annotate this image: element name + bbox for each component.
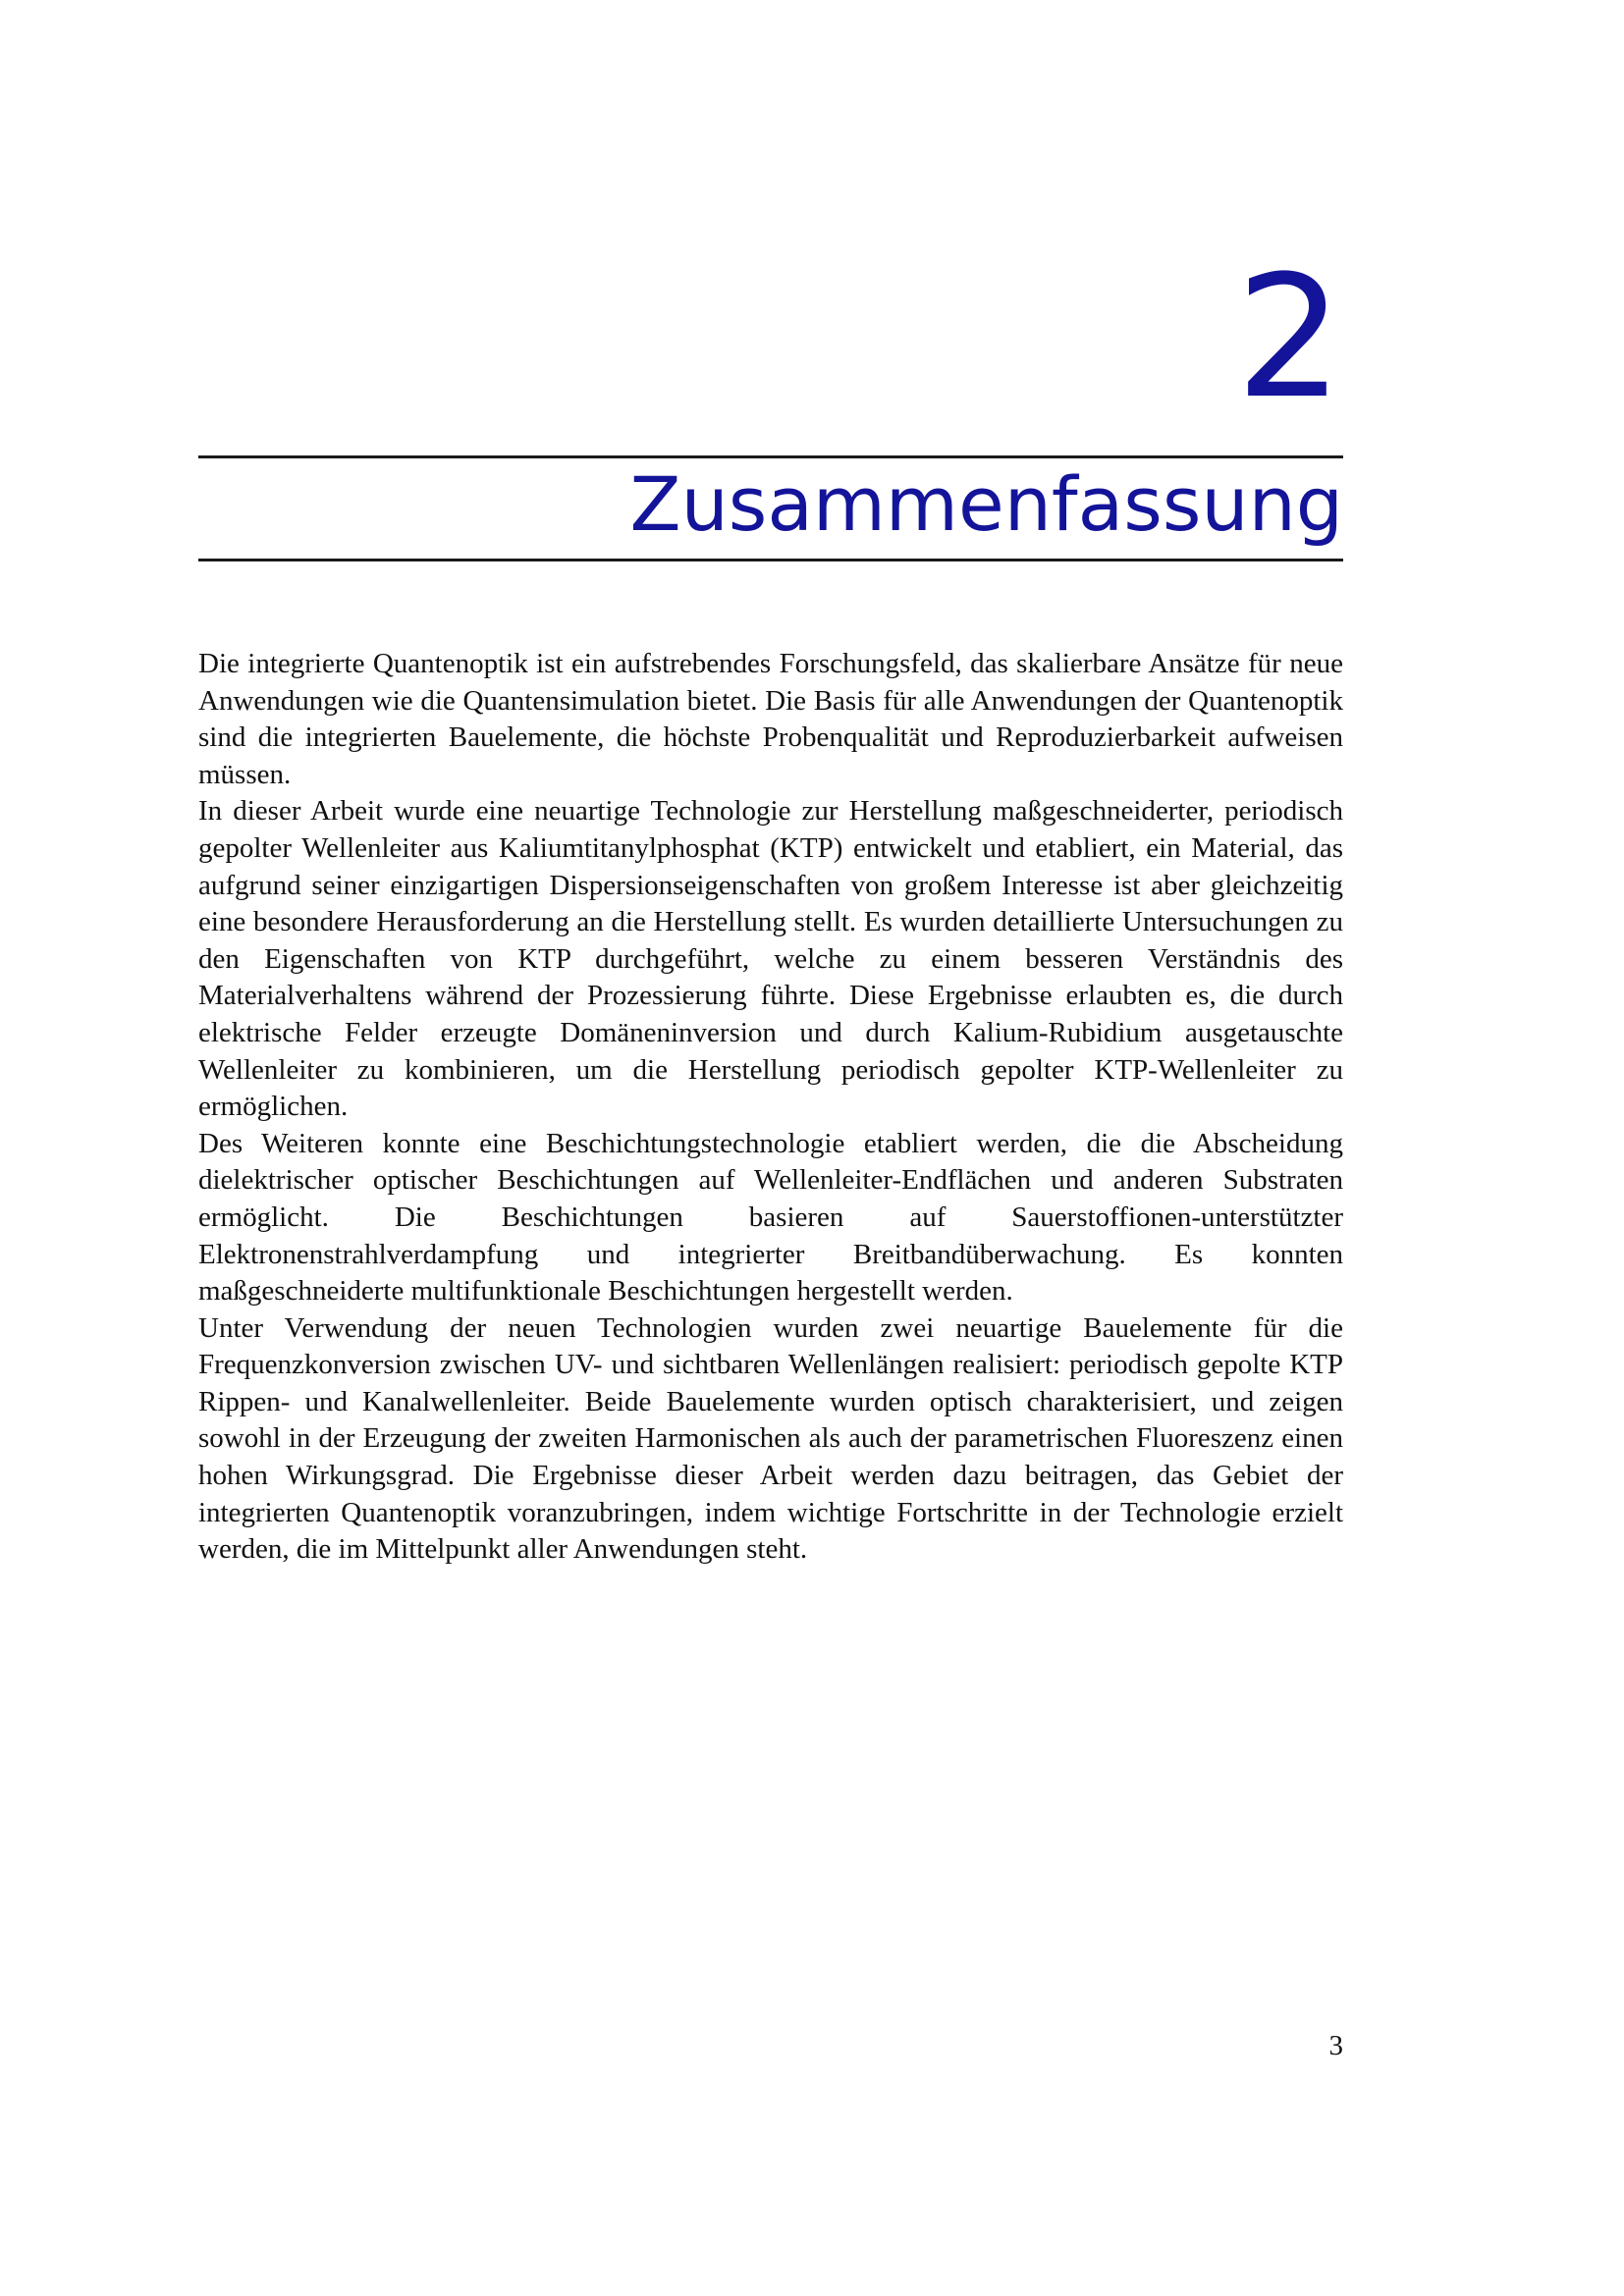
chapter-title: Zusammenfassung: [629, 460, 1343, 548]
summary-body: [198, 646, 1343, 1569]
page-number: 3: [1328, 2030, 1343, 2061]
paragraph: In dieser Arbeit wurde eine neuartige Technologie zur Herstellung maßgeschneiderter, periodisch gepolter Wellenleiter aus Kaliumtitanylphosphat (KTP) entwickelt und etabliert, ein Material, das aufgrund seiner einzigartigen Dispersionseigenschaften von großem Interesse ist aber gleichzeitig eine besondere Herausforderung an die Herstellung stellt. Es wurden detaillierte Untersuchungen zu den Eigenschaften von KTP durchgeführt, welche zu einem besseren Verständnis des Materialverhaltens während der Prozessierung führte. Diese Ergebnisse erlaubten es, die durch elektrische Felder erzeugte Domäneninversion und durch Kalium-Rubidium ausgetauschte Wellenleiter zu kombinieren, um die Herstellung periodisch gepolter KTP-Wellenleiter zu ermöglichen.: [198, 795, 1343, 1123]
chapter-number: 2: [1235, 239, 1343, 436]
paragraph: Des Weiteren konnte eine Beschichtungstechnologie etabliert werden, die die Abscheidung dielektrischer optischer Beschichtungen auf Wellenleiter-Endflächen und anderen Substraten ermöglicht. Die Beschichtungen basieren auf Sauerstoffionen-unterstützter Elektronenstrahlverdampfung und integrierter Breitbandüberwachung. Es konnten maßgeschneiderte multifunktionale Beschichtungen hergestellt werden.: [198, 1127, 1343, 1308]
paragraph: Unter Verwendung der neuen Technologien wurden zwei neuartige Bauelemente für die Frequenzkonversion zwischen UV- und sichtbaren Wellenlängen realisiert: periodisch gepolte KTP Rippen- und Kanalwellenleiter. Beide Bauelemente wurden optisch charakterisiert, und zeigen sowohl in der Erzeugung der zweiten Harmonischen als auch der parametrischen Fluoreszenz einen hohen Wirkungsgrad. Die Ergebnisse dieser Arbeit werden dazu beitragen, das Gebiet der integrierten Quantenoptik voranzubringen, indem wichtige Fortschritte in der Technologie erzielt werden, die im Mittelpunkt aller Anwendungen steht.: [198, 1311, 1343, 1566]
chapter-rule-top: [198, 455, 1343, 458]
paragraph: Die integrierte Quantenoptik ist ein aufstrebendes Forschungsfeld, das skalierbare Ansätze für neue Anwendungen wie die Quantensimulation bietet. Die Basis für alle Anwendungen der Quantenoptik sind die integrierten Bauelemente, die höchste Probenqualität und Reproduzierbarkeit aufweisen müssen.: [198, 648, 1343, 790]
chapter-rule-bottom: [198, 559, 1343, 561]
